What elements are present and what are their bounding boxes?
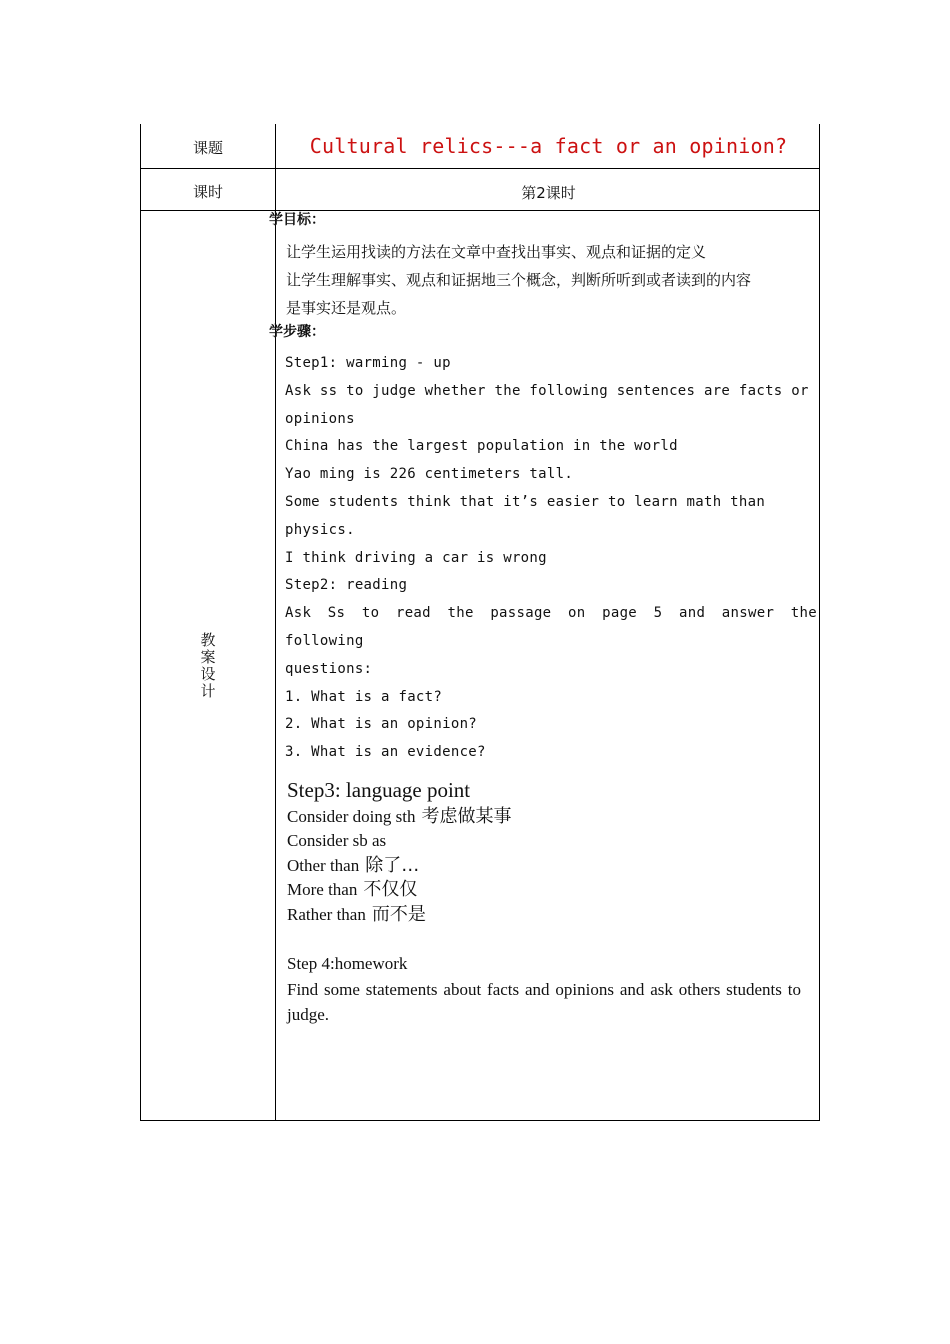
language-point-item xyxy=(269,903,817,928)
objective-item: 是事实还是观点。 xyxy=(286,299,407,317)
objective-item: 让学生运用找读的方法在文章中查找出事实、观点和证据的定义 xyxy=(286,243,707,261)
row-divider-1 xyxy=(141,168,819,169)
procedure-line: I think driving a car is wrong xyxy=(285,549,547,566)
language-point-item xyxy=(269,805,817,830)
spacer xyxy=(269,927,817,952)
lesson-content xyxy=(269,210,817,1027)
procedure-heading: 学步骤： xyxy=(269,324,325,340)
step4-title: Step 4:homework xyxy=(287,954,408,974)
objective-item: 让学生理解事实、观点和证据地三个概念，判断所听到或者读到的内容 xyxy=(286,271,752,289)
language-point-en: Other than xyxy=(287,855,360,875)
step3-title: Step3: language point xyxy=(287,777,471,802)
language-point-zh: 考虑做某事 xyxy=(421,805,512,827)
procedure-line: China has the largest population in the world xyxy=(285,438,678,455)
design-label-char: 设 xyxy=(200,665,216,683)
procedure-line: 1. What is a fact? xyxy=(285,688,443,705)
procedure-line: 2. What is an opinion? xyxy=(285,716,478,733)
procedure-line: 3. What is an evidence? xyxy=(285,744,486,761)
topic-label: 课题 xyxy=(192,139,223,157)
procedure-line: Step2: reading xyxy=(285,577,408,594)
design-label-char: 教 xyxy=(200,631,216,649)
design-label-char: 计 xyxy=(200,682,216,700)
design-label xyxy=(141,632,275,700)
language-point-zh: 除了… xyxy=(365,854,420,876)
lesson-plan-table xyxy=(140,124,820,1121)
language-point-en: Rather than xyxy=(287,904,366,924)
language-point-en: More than xyxy=(287,880,358,900)
procedure-line: Some students think that it’s easier to learn math than xyxy=(285,493,766,510)
procedure-line: opinions xyxy=(285,410,355,427)
language-point-item xyxy=(269,854,817,879)
procedure-line: Yao ming is 226 centimeters tall. xyxy=(285,466,574,483)
procedure-line: Ask Ss to read the passage on page 5 and answer the following xyxy=(285,605,817,649)
procedure-line: physics. xyxy=(285,521,355,538)
language-point-zh: 不仅仅 xyxy=(363,879,418,901)
language-point-en: Consider doing sth xyxy=(287,806,416,826)
language-point-item xyxy=(269,878,817,903)
lesson-title: Cultural relics---a fact or an opinion? xyxy=(309,134,788,158)
period-label: 课时 xyxy=(192,183,223,201)
objectives-heading: 学目标： xyxy=(269,212,325,228)
language-point-item xyxy=(269,829,817,854)
procedure-line: questions: xyxy=(285,660,373,677)
language-point-en: Consider sb as xyxy=(287,831,387,851)
period-value: 第2课时 xyxy=(521,184,576,202)
procedure-line: Ask ss to judge whether the following sentences are facts or xyxy=(285,382,809,399)
design-label-char: 案 xyxy=(200,648,216,666)
language-point-zh: 而不是 xyxy=(371,903,426,925)
procedure-line: Step1: warming - up xyxy=(285,355,451,371)
step4-text: Find some statements about facts and opinions and ask others students to judge. xyxy=(287,979,801,1024)
